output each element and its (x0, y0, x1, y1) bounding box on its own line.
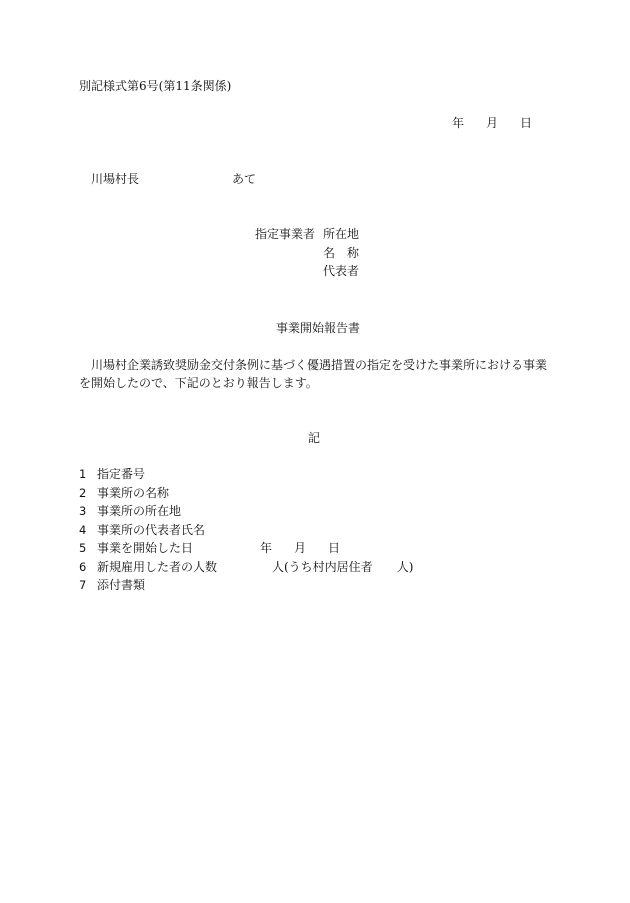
item-number: 7 (79, 578, 87, 592)
list-item (79, 487, 217, 506)
item-number: 1 (79, 467, 87, 481)
applicant-address-label: 所在地 (323, 227, 360, 241)
applicant-caption: 指定事業者 (255, 227, 316, 241)
item-text: 指定番号 (97, 467, 146, 481)
item-number: 2 (79, 485, 87, 500)
item-text: 事業を開始した日 (97, 541, 194, 555)
ki-heading: 記 (308, 431, 321, 445)
list-item (79, 579, 217, 598)
resident-count-unit: 人) (396, 559, 414, 574)
list-item (79, 468, 217, 487)
report-items-list (79, 467, 414, 598)
applicant-representative-label: 代表者 (323, 264, 360, 278)
item-number: 4 (79, 522, 87, 537)
addressee-name: 川場村長 (91, 172, 140, 186)
hire-count-fields (272, 561, 413, 573)
list-item (79, 541, 341, 561)
addressee-suffix: あて (232, 172, 257, 186)
item-text: 事業所の名称 (97, 485, 170, 500)
start-date-year-label: 年 (260, 541, 273, 555)
list-item (79, 559, 414, 580)
date-year-label: 年 (452, 116, 465, 130)
report-body-text: 川場村企業誘致奨励金交付条例に基づく優遇措置の指定を受けた事業所における事業を開始したので、下記のとおり報告します。 (79, 358, 548, 390)
item-number: 5 (79, 541, 87, 555)
date-day-label: 日 (520, 116, 533, 130)
applicant-name-label: 名 称 (323, 246, 360, 260)
item-text: 事業所の所在地 (97, 504, 182, 518)
document-title: 事業開始報告書 (276, 321, 361, 335)
item-text: 事業所の代表者氏名 (97, 522, 206, 537)
start-date-month-label: 月 (294, 541, 307, 555)
date-month-label: 月 (486, 116, 499, 130)
item-text: 新規雇用した者の人数 (97, 559, 218, 574)
item-number: 3 (79, 504, 87, 518)
list-item (79, 524, 217, 543)
item-number: 6 (79, 559, 87, 574)
item-text: 添付書類 (97, 578, 146, 592)
start-date-day-label: 日 (328, 541, 341, 555)
date-line (452, 117, 532, 129)
list-item (79, 505, 217, 524)
hire-count-unit: 人(うち村内居住者 (272, 559, 373, 574)
form-number-label: 別記様式第6号(第11条関係) (79, 79, 232, 93)
start-date-fields (260, 542, 340, 554)
